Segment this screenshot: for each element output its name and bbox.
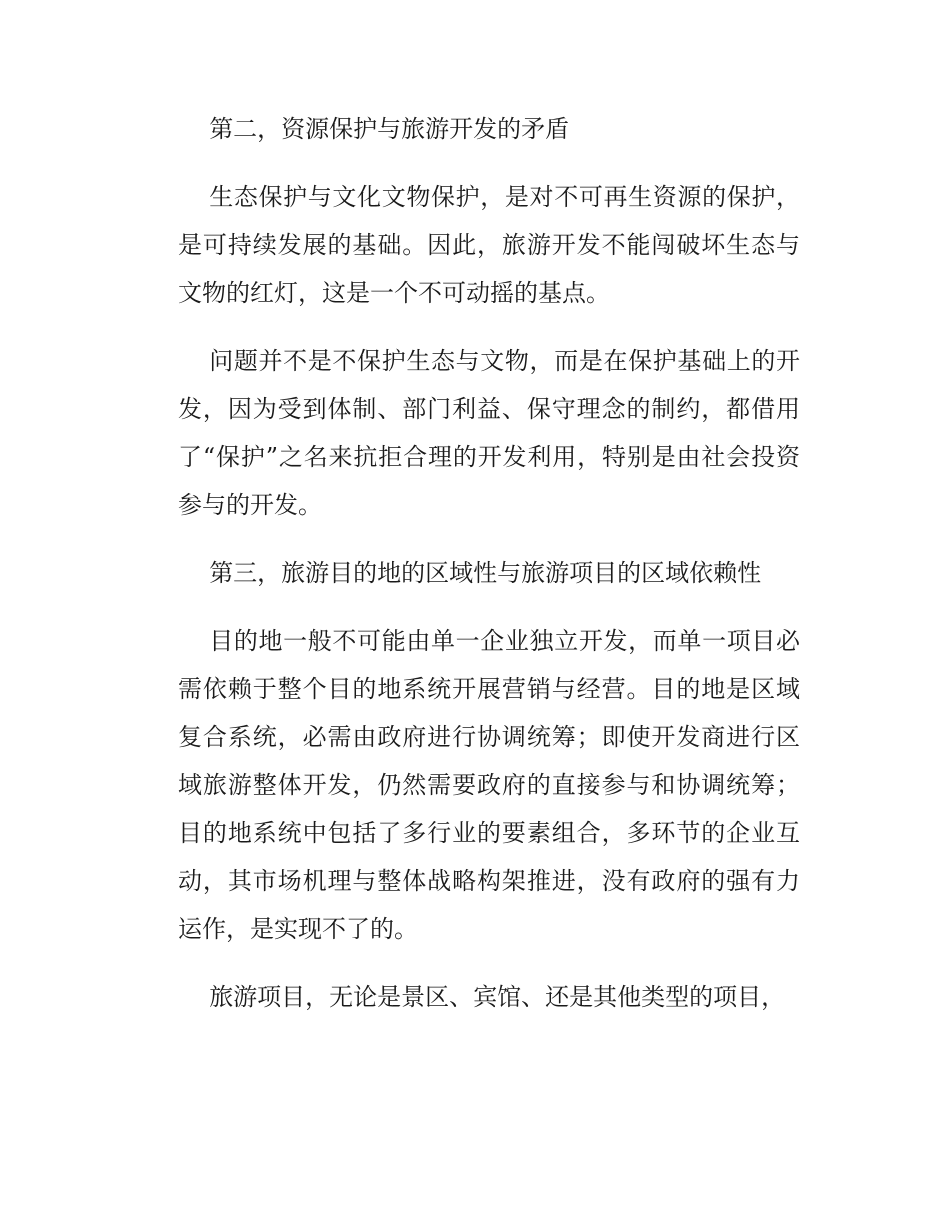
body-paragraph: 旅游项目，无论是景区、宾馆、还是其他类型的项目， bbox=[209, 983, 786, 1011]
body-paragraph: 生态保护与文化文物保护，是对不可再生资源的保护，是可持续发展的基础。因此，旅游开发不能闯破坏生态与文物的红灯，这是一个不可动摇的基点。 bbox=[178, 183, 800, 307]
section-heading-3: 第三，旅游目的地的区域性与旅游项目的区域依赖性 bbox=[209, 559, 762, 587]
body-paragraph: 目的地一般不可能由单一企业独立开发，而单一项目必需依赖于整个目的地系统开展营销与经营。目的地是区域复合系统，必需由政府进行协调统筹；即使开发商进行区域旅游整体开发，仍然需要政府的直接参与和协调统筹；目的地系统中包括了多行业的要素组合，多环节的企业互动，其市场机理与整体战略构架推进，没有政府的强有力运作，是实现不了的。 bbox=[178, 627, 800, 943]
section-heading-2: 第二，资源保护与旅游开发的矛盾 bbox=[209, 115, 570, 143]
body-paragraph: 问题并不是不保护生态与文物，而是在保护基础上的开发，因为受到体制、部门利益、保守理念的制约，都借用了“保护”之名来抗拒合理的开发利用，特别是由社会投资参与的开发。 bbox=[178, 347, 800, 519]
